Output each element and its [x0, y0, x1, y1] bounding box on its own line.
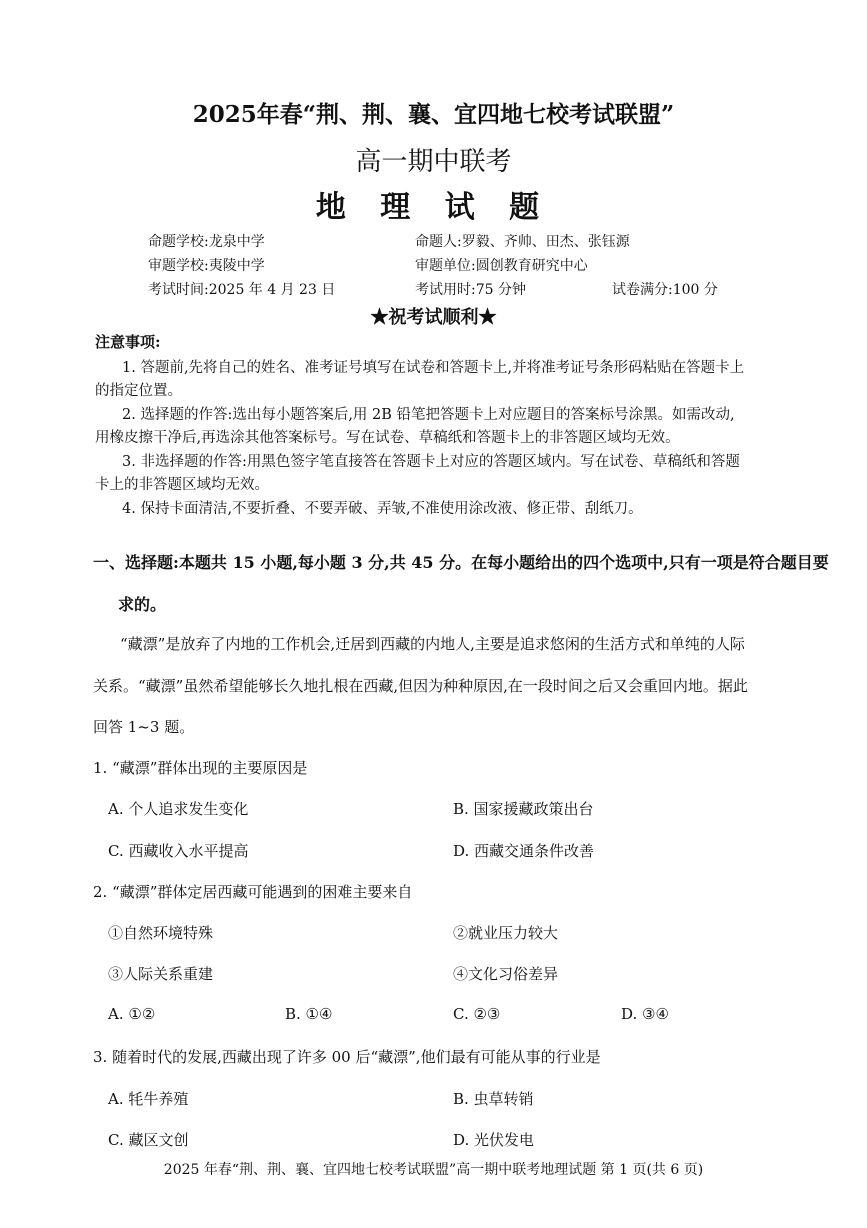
proposers: 命题人:罗毅、齐帅、田杰、张钰源 — [415, 234, 630, 250]
full-score: 试卷满分:100 分 — [612, 282, 718, 298]
notice-line: 用橡皮擦干净后,再选涂其他答案标号。写在试卷、草稿纸和答题卡上的非答题区域均无效。 — [95, 430, 680, 446]
proposer-school: 命题学校:龙泉中学 — [148, 234, 265, 250]
section-heading: 一、选择题:本题共 15 小题,每小题 3 分,共 45 分。在每小题给出的四个选项中,只有一项是符合题目要 — [93, 553, 829, 572]
notice-line: 2. 选择题的作答:选出每小题答案后,用 2B 铅笔把答题卡上对应题目的答案标号涂黑。如需改动, — [122, 407, 735, 423]
notice-line: 3. 非选择题的作答:用黑色签字笔直接答在答题卡上对应的答题区域内。写在试卷、草稿纸和答题 — [122, 454, 740, 470]
blessing-line: ★祝考试顺利★ — [370, 307, 497, 328]
question-3-option-b[interactable]: B. 虫草转销 — [453, 1090, 534, 1108]
question-1-stem: 1. “藏漂”群体出现的主要原因是 — [93, 759, 308, 777]
question-2-item-3: ③人际关系重建 — [108, 965, 214, 983]
question-1-option-a[interactable]: A. 个人追求发生变化 — [108, 800, 249, 818]
passage-line: “藏漂”是放弃了内地的工作机会,迁居到西藏的内地人,主要是追求悠闲的生活方式和单纯的人际 — [120, 635, 745, 653]
exam-subtitle: 高一期中联考 — [355, 147, 512, 177]
notice-line: 1. 答题前,先将自己的姓名、准考证号填写在试卷和答题卡上,并将准考证号条形码粘贴在答题卡上 — [122, 360, 745, 376]
passage-line: 回答 1~3 题。 — [93, 718, 195, 736]
exam-duration: 考试用时:75 分钟 — [415, 282, 526, 298]
question-2-item-2: ②就业压力较大 — [453, 924, 559, 942]
question-3-option-c[interactable]: C. 藏区文创 — [108, 1131, 189, 1149]
question-1-option-d[interactable]: D. 西藏交通条件改善 — [453, 842, 595, 860]
question-3-stem: 3. 随着时代的发展,西藏出现了许多 00 后“藏漂”,他们最有可能从事的行业是 — [93, 1048, 601, 1066]
notice-line: 4. 保持卡面清洁,不要折叠、不要弄破、弄皱,不准使用涂改液、修正带、刮纸刀。 — [122, 501, 643, 517]
passage-line: 关系。“藏漂”虽然希望能够长久地扎根在西藏,但因为种种原因,在一段时间之后又会重回内地。据此 — [93, 677, 748, 695]
question-2-option-d[interactable]: D. ③④ — [621, 1005, 669, 1023]
question-2-item-4: ④文化习俗差异 — [453, 965, 559, 983]
question-2-option-a[interactable]: A. ①② — [108, 1005, 156, 1023]
exam-union-title: 2025年春“荆、荆、襄、宜四地七校考试联盟” — [192, 101, 675, 128]
question-1-option-c[interactable]: C. 西藏收入水平提高 — [108, 842, 249, 860]
question-3-option-a[interactable]: A. 牦牛养殖 — [108, 1090, 189, 1108]
question-2-stem: 2. “藏漂”群体定居西藏可能遇到的困难主要来自 — [93, 883, 413, 901]
notice-line: 的指定位置。 — [95, 383, 182, 399]
question-2-option-b[interactable]: B. ①④ — [285, 1005, 333, 1023]
reviewer-school: 审题学校:夷陵中学 — [148, 258, 265, 274]
page-footer: 2025 年春“荆、荆、襄、宜四地七校考试联盟”高一期中联考地理试题 第 1 页(共 6 页) — [163, 1162, 704, 1178]
notice-line: 卡上的非答题区域均无效。 — [95, 477, 269, 493]
subject-title: 地 理 试 题 — [315, 190, 552, 225]
question-3-option-d[interactable]: D. 光伏发电 — [453, 1131, 535, 1149]
section-heading-cont: 求的。 — [118, 595, 167, 614]
question-2-option-c[interactable]: C. ②③ — [453, 1005, 501, 1023]
question-1-option-b[interactable]: B. 国家援藏政策出台 — [453, 800, 594, 818]
reviewer-unit: 审题单位:圆创教育研究中心 — [415, 258, 588, 274]
exam-time: 考试时间:2025 年 4 月 23 日 — [148, 282, 336, 298]
question-2-item-1: ①自然环境特殊 — [108, 924, 214, 942]
notice-heading: 注意事项: — [95, 333, 161, 351]
